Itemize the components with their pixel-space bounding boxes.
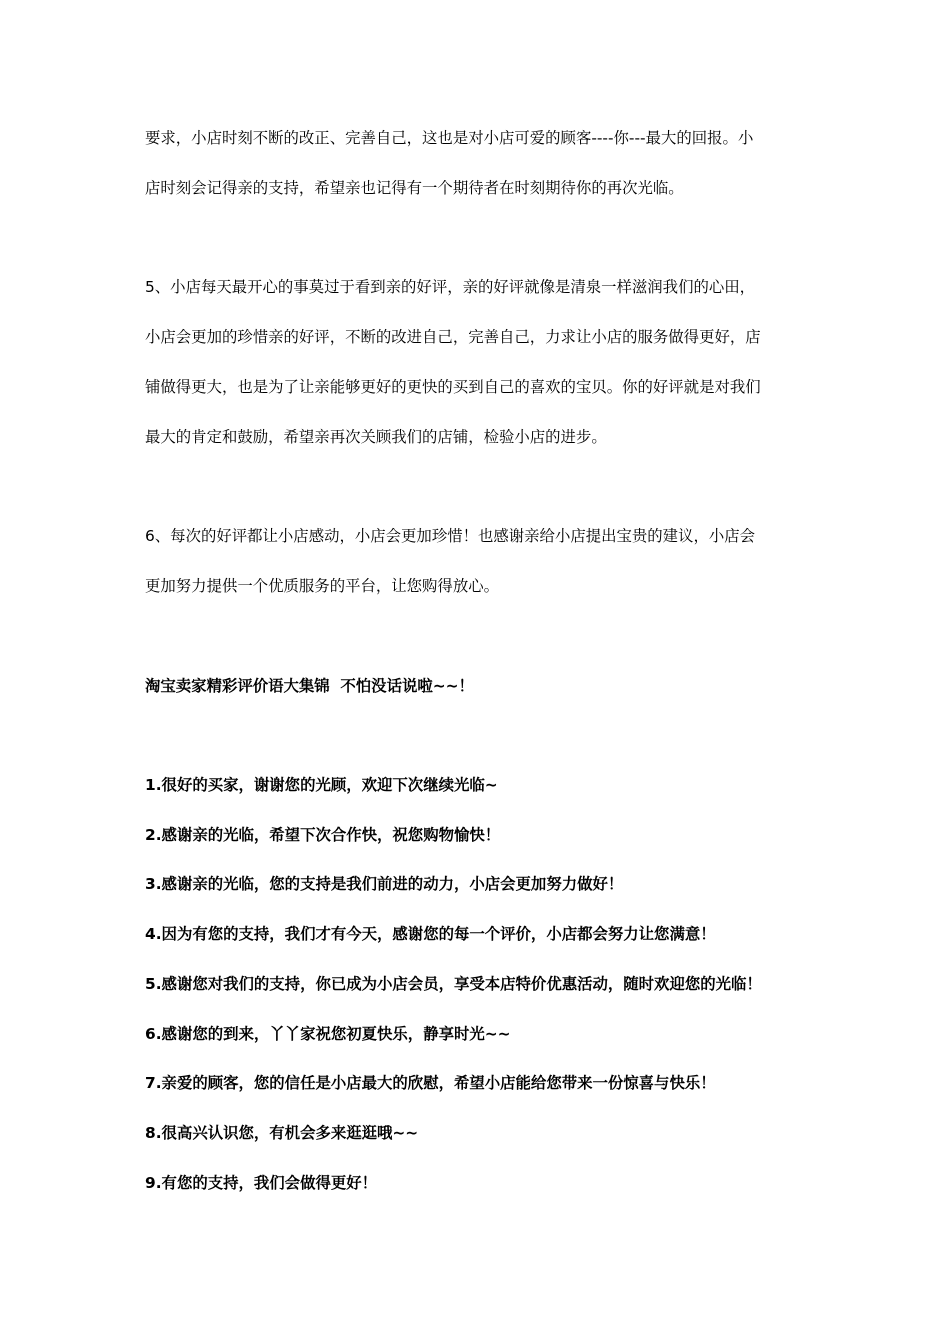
list-item: 8.很高兴认识您，有机会多来逛逛哦~~ xyxy=(145,1124,419,1142)
paragraph-6-line-2: 更加努力提供一个优质服务的平台，让您购得放心。 xyxy=(145,577,499,595)
list-item: 5.感谢您对我们的支持，你已成为小店会员，享受本店特价优惠活动，随时欢迎您的光临！ xyxy=(145,975,762,993)
paragraph-5-line-4: 最大的肯定和鼓励，希望亲再次关顾我们的店铺，检验小店的进步。 xyxy=(145,428,607,446)
list-item: 6.感谢您的到来，丫丫家祝您初夏快乐，静享时光~~ xyxy=(145,1025,511,1043)
paragraph-6-line-1: 6、每次的好评都让小店感动，小店会更加珍惜！也感谢亲给小店提出宝贵的建议，小店会 xyxy=(145,527,756,545)
paragraph-4-line-1: 要求，小店时刻不断的改正、完善自己，这也是对小店可爱的顾客----你---最大的回报。小 xyxy=(145,129,754,147)
list-item: 1.很好的买家，谢谢您的光顾，欢迎下次继续光临~ xyxy=(145,776,498,794)
list-item: 7.亲爱的顾客，您的信任是小店最大的欣慰，希望小店能给您带来一份惊喜与快乐！ xyxy=(145,1074,716,1092)
paragraph-5-line-1: 5、小店每天最开心的事莫过于看到亲的好评，亲的好评就像是清泉一样滋润我们的心田， xyxy=(145,278,756,296)
list-item: 4.因为有您的支持，我们才有今天，感谢您的每一个评价，小店都会努力让您满意！ xyxy=(145,925,716,943)
section-heading: 淘宝卖家精彩评价语大集锦 不怕没话说啦~~！ xyxy=(145,677,474,695)
list-item: 9.有您的支持，我们会做得更好！ xyxy=(145,1174,378,1192)
paragraph-5-line-3: 铺做得更大，也是为了让亲能够更好的更快的买到自己的喜欢的宝贝。你的好评就是对我们 xyxy=(145,378,761,396)
paragraph-5-line-2: 小店会更加的珍惜亲的好评，不断的改进自己，完善自己，力求让小店的服务做得更好，店 xyxy=(145,328,761,346)
list-item: 3.感谢亲的光临，您的支持是我们前进的动力，小店会更加努力做好！ xyxy=(145,875,624,893)
paragraph-4-line-2: 店时刻会记得亲的支持，希望亲也记得有一个期待者在时刻期待你的再次光临。 xyxy=(145,179,684,197)
list-item: 2.感谢亲的光临，希望下次合作快，祝您购物愉快！ xyxy=(145,826,501,844)
